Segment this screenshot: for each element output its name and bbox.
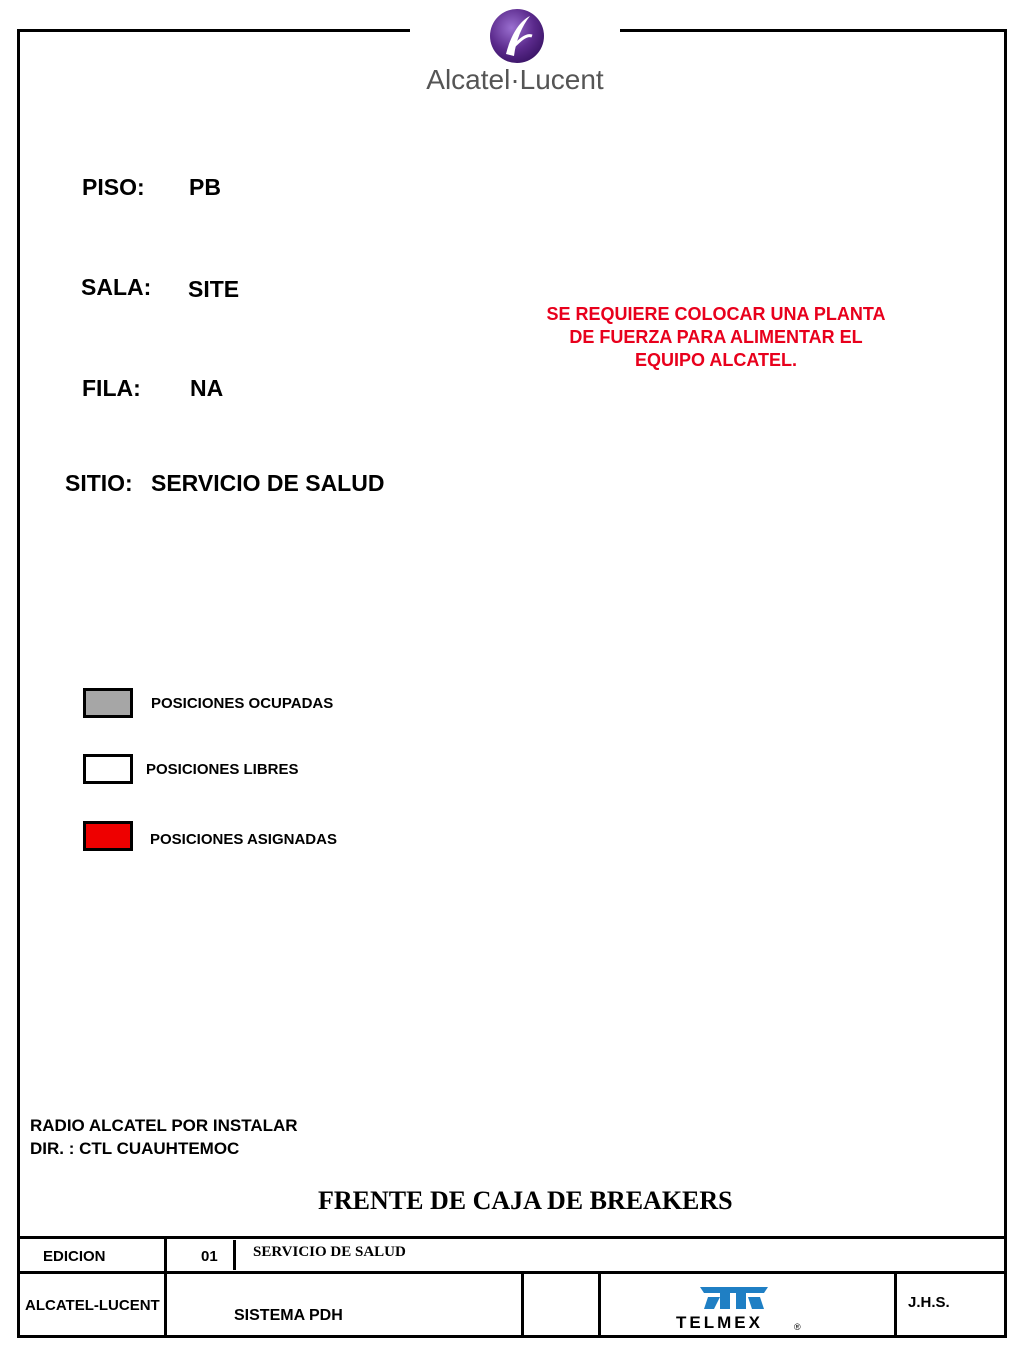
- frame-top-left-border: [17, 29, 410, 32]
- company-name: ALCATEL-LUCENT: [25, 1297, 160, 1314]
- legend-swatch-occupied: [83, 688, 133, 718]
- sitio-value: SERVICIO DE SALUD: [151, 470, 385, 496]
- note-line-2: DE FUERZA PARA ALIMENTAR EL: [569, 327, 863, 347]
- note-line-1: SE REQUIERE COLOCAR UNA PLANTA: [546, 304, 886, 324]
- direction-text: DIR. : CTL CUAUHTEMOC: [30, 1139, 240, 1158]
- fila-value: NA: [190, 375, 224, 401]
- registered-mark: ®: [794, 1322, 801, 1332]
- telmex-wordmark: TELMEX: [676, 1313, 763, 1332]
- piso-value: PB: [189, 174, 221, 200]
- sitio-label: SITIO:: [65, 470, 133, 496]
- drawing-title: FRENTE DE CAJA DE BREAKERS: [318, 1186, 733, 1215]
- piso-label: PISO:: [82, 174, 145, 200]
- frame-right-border: [1004, 29, 1007, 1338]
- sala-value: SITE: [188, 276, 240, 302]
- fila-label: FILA:: [82, 375, 141, 401]
- title-block-divider-1: [164, 1236, 167, 1338]
- title-block-divider-2: [233, 1240, 236, 1270]
- title-block-divider-5: [894, 1271, 897, 1338]
- legend-swatch-assigned: [83, 821, 133, 851]
- frame-left-border: [17, 29, 20, 1338]
- edicion-label: EDICION: [43, 1248, 106, 1265]
- legend-swatch-free: [83, 754, 133, 784]
- title-block-divider-4: [598, 1271, 601, 1338]
- logo-wordmark: Alcatel·Lucent: [426, 64, 604, 95]
- sala-label: SALA:: [81, 274, 152, 300]
- radio-install-text: RADIO ALCATEL POR INSTALAR: [30, 1116, 298, 1135]
- legend-label-free: POSICIONES LIBRES: [146, 761, 299, 778]
- telmex-logo-icon: [696, 1283, 772, 1313]
- author-initials: J.H.S.: [908, 1294, 950, 1311]
- site-name: SERVICIO DE SALUD: [253, 1244, 406, 1260]
- legend-label-occupied: POSICIONES OCUPADAS: [151, 695, 334, 712]
- legend-label-assigned: POSICIONES ASIGNADAS: [150, 831, 337, 848]
- edicion-value: 01: [201, 1248, 218, 1265]
- system-name: SISTEMA PDH: [234, 1307, 343, 1324]
- power-plant-note: [531, 303, 901, 372]
- title-block-divider-3: [521, 1271, 524, 1338]
- note-line-3: EQUIPO ALCATEL.: [635, 350, 797, 370]
- frame-top-right-border: [620, 29, 1007, 32]
